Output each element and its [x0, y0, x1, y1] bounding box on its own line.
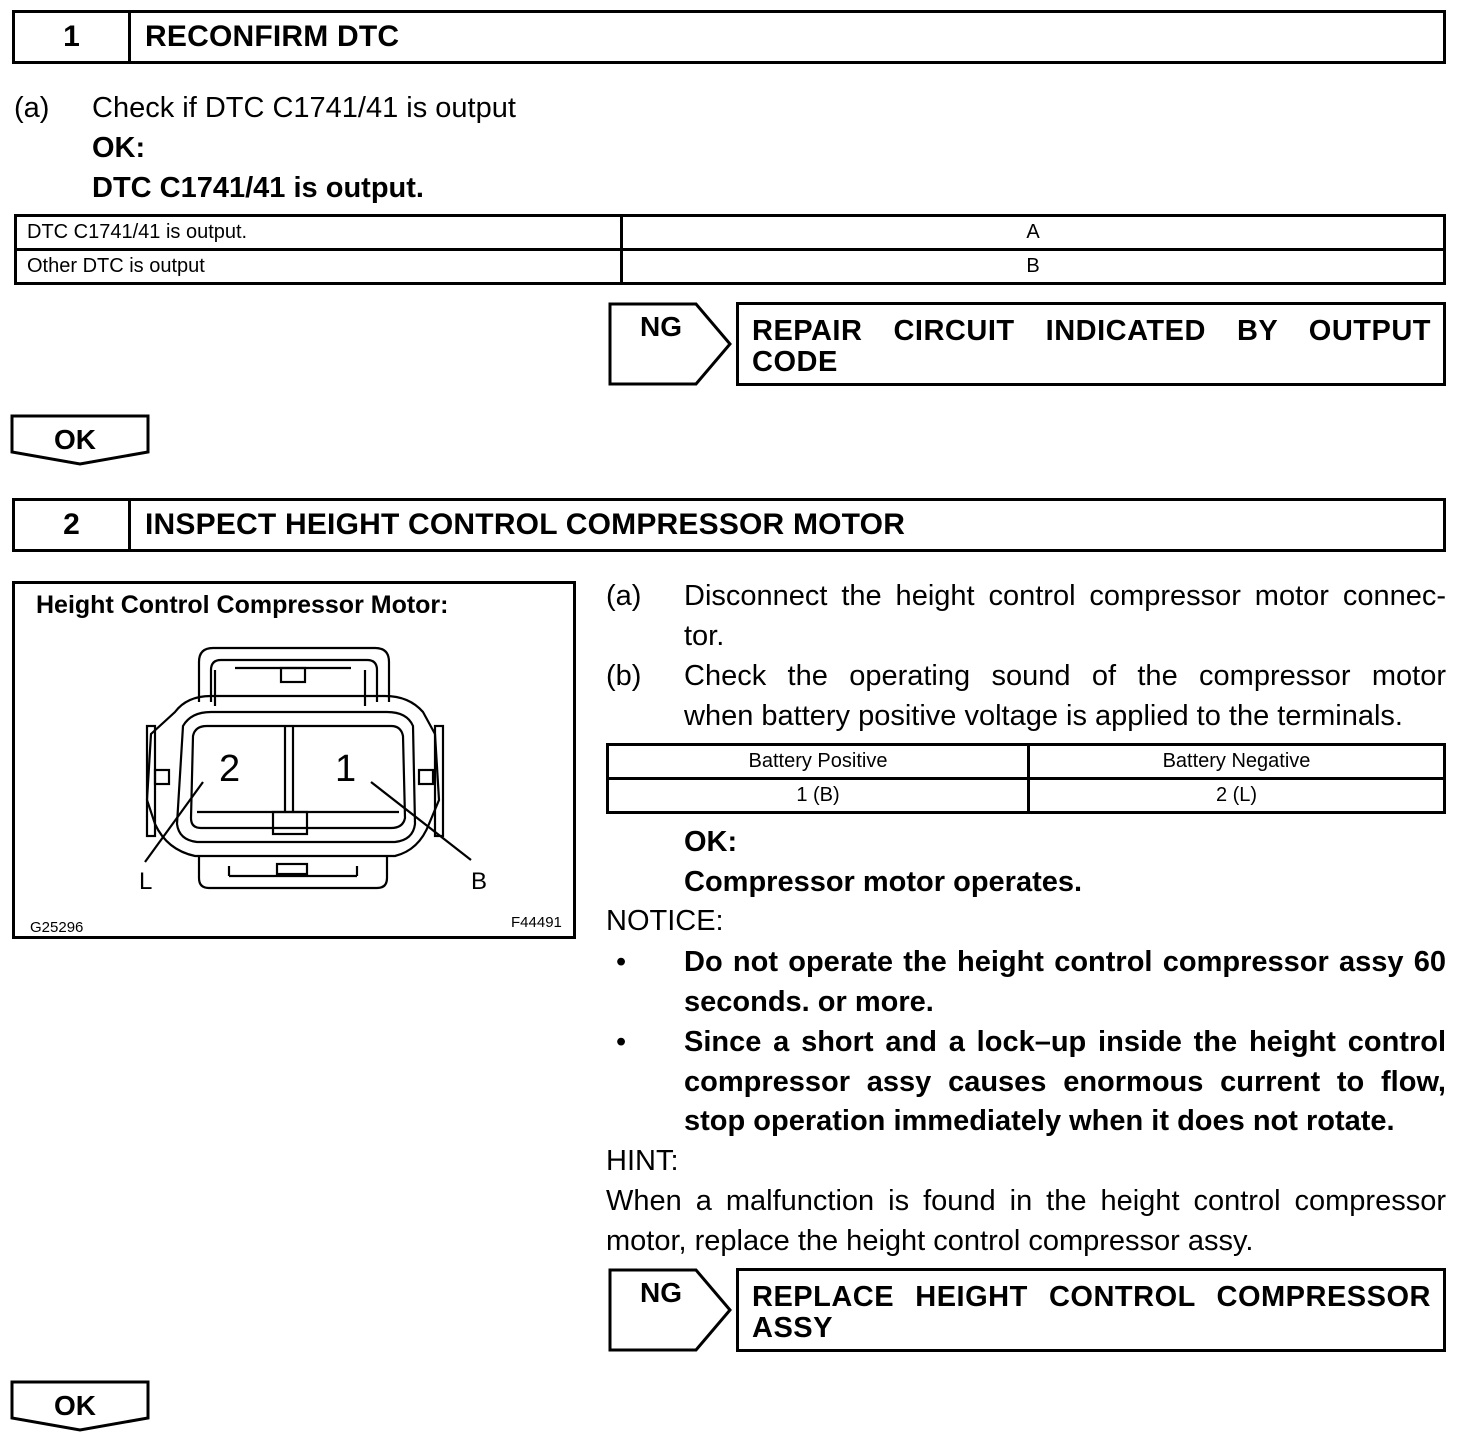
figure-code: F44491	[511, 914, 562, 931]
hint-text: motor, replace the height control compressor assy.	[606, 1225, 1254, 1257]
wire-color-label: B	[471, 868, 488, 895]
step-title: RECONFIRM DTC	[145, 20, 400, 53]
notice-text: seconds. or more.	[684, 986, 934, 1018]
table-header: Battery Positive	[608, 745, 1029, 779]
table-row	[16, 216, 1445, 250]
connector-figure	[12, 581, 576, 939]
connector-drawing	[15, 584, 573, 936]
item-text: tor.	[684, 620, 725, 652]
ng-action-line: ASSY	[752, 1312, 833, 1344]
bullet: •	[616, 1026, 627, 1058]
step-1-header	[12, 10, 1446, 64]
step-number: 2	[15, 501, 131, 549]
table-cell: 1 (B)	[608, 779, 1029, 813]
figure-title: Height Control Compressor Motor:	[36, 591, 449, 619]
table-cell: B	[622, 250, 1445, 284]
ok-label: OK:	[684, 826, 738, 858]
item-label: (b)	[606, 660, 642, 692]
terminal-2-label: 2	[219, 748, 241, 790]
notice-label: NOTICE:	[606, 905, 724, 937]
terminal-1-label: 1	[335, 748, 357, 790]
ng-action-line: REPAIR CIRCUIT INDICATED BY OUTPUT	[752, 315, 1431, 347]
table-cell: A	[622, 216, 1445, 250]
step-number: 1	[15, 13, 131, 61]
step-title: INSPECT HEIGHT CONTROL COMPRESSOR MOTOR	[145, 508, 906, 541]
ng-action-box	[736, 1268, 1446, 1352]
figure-code: G25296	[30, 919, 84, 936]
notice-text: stop operation immediately when it does not rotate.	[684, 1105, 1395, 1137]
ok-label: OK:	[92, 132, 146, 164]
bullet: •	[616, 946, 627, 978]
terminal-table	[606, 743, 1446, 814]
item-label: (a)	[606, 580, 642, 612]
wire-color-label: L	[139, 868, 153, 895]
ok-button-label: OK	[54, 424, 96, 455]
table-cell: Other DTC is output	[16, 250, 622, 284]
item-text: when battery positive voltage is applied to the terminals.	[684, 700, 1403, 732]
ok-button-label: OK	[54, 1390, 96, 1421]
table-row	[16, 250, 1445, 284]
table-row	[608, 779, 1445, 813]
result-table	[14, 214, 1446, 285]
step-2-header	[12, 498, 1446, 552]
notice-text: Since a short and a lock–up inside the height control	[684, 1026, 1446, 1058]
ng-label: NG	[640, 1277, 682, 1308]
ng-action-box	[736, 302, 1446, 386]
ng-label: NG	[640, 311, 682, 342]
item-text: Check if DTC C1741/41 is output	[92, 92, 516, 124]
ok-condition: DTC C1741/41 is output.	[92, 172, 424, 204]
item-text: Disconnect the height control compressor motor connec-	[684, 580, 1446, 612]
table-header: Battery Negative	[1029, 745, 1445, 779]
notice-text: compressor assy causes enormous current to flow,	[684, 1066, 1446, 1098]
table-cell: DTC C1741/41 is output.	[16, 216, 622, 250]
item-text: Check the operating sound of the compressor motor	[684, 660, 1446, 692]
hint-text: When a malfunction is found in the height control compressor	[606, 1185, 1446, 1217]
ng-action-line: CODE	[752, 346, 838, 378]
item-label: (a)	[14, 92, 50, 124]
hint-label: HINT:	[606, 1145, 679, 1177]
notice-text: Do not operate the height control compressor assy 60	[684, 946, 1446, 978]
ng-action-line: REPLACE HEIGHT CONTROL COMPRESSOR	[752, 1281, 1431, 1313]
table-cell: 2 (L)	[1029, 779, 1445, 813]
table-row	[608, 745, 1445, 779]
ok-condition: Compressor motor operates.	[684, 866, 1083, 898]
